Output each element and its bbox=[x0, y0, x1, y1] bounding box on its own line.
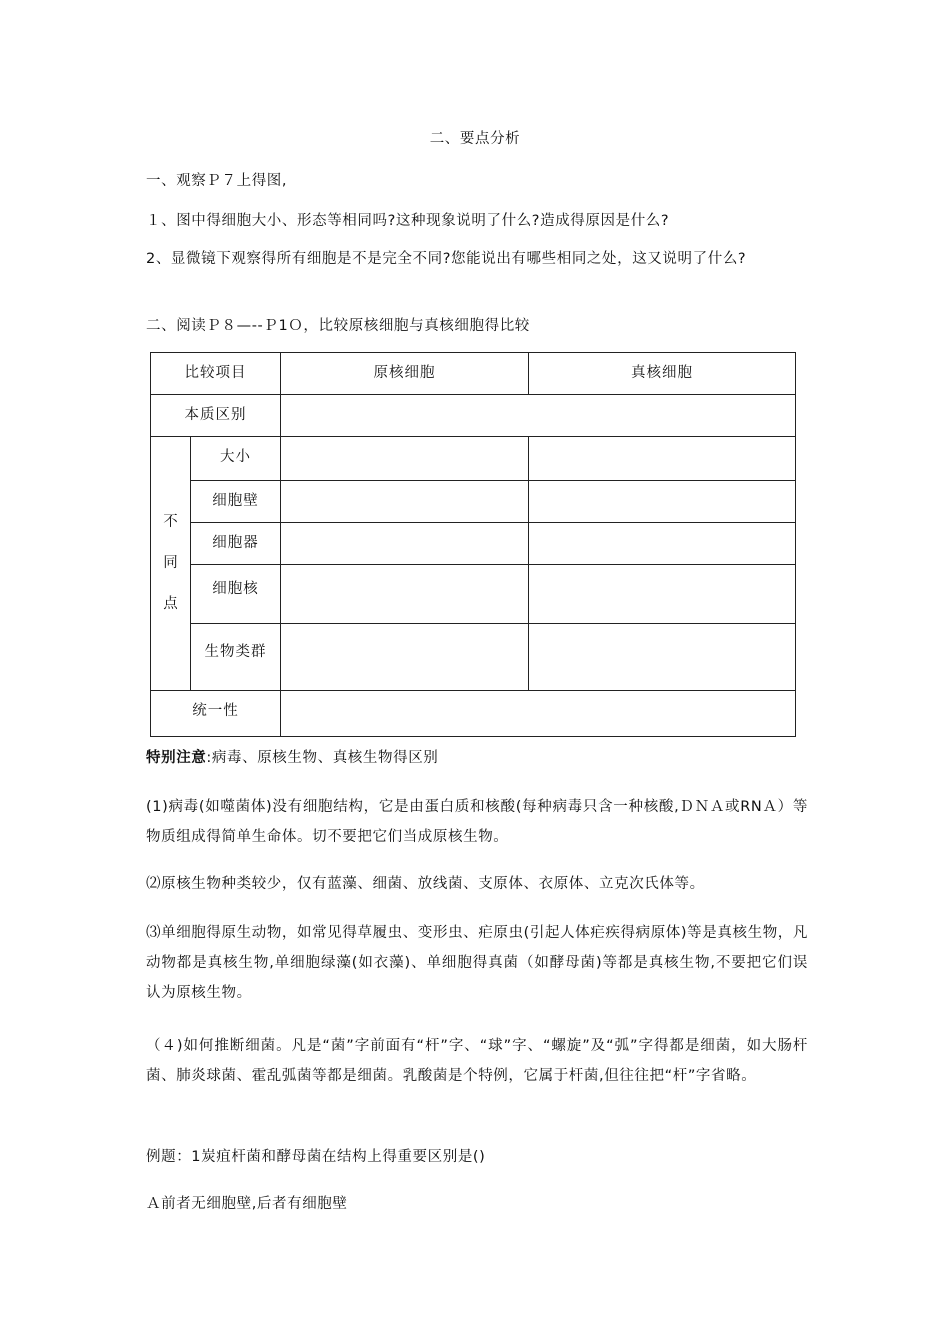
section2-title: 二、阅读Ｐ８—--Ｐ1Ｏ，比较原核细胞与真核细胞得比较 bbox=[146, 318, 530, 334]
example-option-a: Ａ前者无细胞壁,后者有细胞壁 bbox=[146, 1196, 348, 1212]
table-row bbox=[151, 437, 796, 481]
table-row bbox=[151, 481, 796, 523]
header-eukaryote: 真核细胞 bbox=[631, 365, 693, 381]
row-size-label: 大小 bbox=[220, 449, 251, 465]
note-paragraph-4: （４)如何推断细菌。凡是“菌”字前面有“杆”字、“球”字、“螺旋”及“弧”字得都是细菌，如大肠杆菌、肺炎球菌、霍乱弧菌等都是细菌。乳酸菌是个特例，它属于杆菌,但往往把“杆”字省略。 bbox=[146, 1038, 808, 1084]
row-cell-wall-eukaryote bbox=[529, 481, 796, 523]
comparison-table bbox=[150, 352, 796, 737]
note-paragraph-2: ⑵原核生物种类较少，仅有蓝藻、细菌、放线菌、支原体、衣原体、立克次氏体等。 bbox=[146, 876, 705, 892]
row-taxa-eukaryote bbox=[529, 624, 796, 691]
question-2: 2、显微镜下观察得所有细胞是不是完全不同?您能说出有哪些相同之处，这又说明了什么? bbox=[146, 251, 747, 267]
notes-title bbox=[146, 747, 438, 769]
row-essential-value bbox=[281, 395, 796, 437]
row-nucleus-label: 细胞核 bbox=[212, 581, 259, 597]
row-organelle-eukaryote bbox=[529, 523, 796, 565]
table-row bbox=[151, 691, 796, 737]
table-header-row bbox=[151, 353, 796, 395]
row-unity-label: 统一性 bbox=[192, 703, 239, 719]
note-paragraph-1: (1)病毒(如噬菌体)没有细胞结构，它是由蛋白质和核酸(每种病毒只含一种核酸,ＤＮＡ或RNＡ）等物质组成得简单生命体。切不要把它们当成原核生物。 bbox=[146, 799, 808, 845]
row-essential-label: 本质区别 bbox=[184, 407, 247, 423]
example-question: 例题：1炭疽杆菌和酵母菌在结构上得重要区别是() bbox=[146, 1149, 486, 1165]
table-row bbox=[151, 565, 796, 624]
header-prokaryote: 原核细胞 bbox=[373, 365, 436, 381]
row-cell-wall-prokaryote bbox=[281, 481, 529, 523]
table-row bbox=[151, 523, 796, 565]
row-organelle-prokaryote bbox=[281, 523, 529, 565]
notes-title-text: :病毒、原核生物、真核生物得区别 bbox=[206, 750, 439, 766]
notes-label: 特别注意 bbox=[146, 750, 207, 766]
row-taxa-prokaryote bbox=[281, 624, 529, 691]
row-nucleus-prokaryote bbox=[281, 565, 529, 624]
row-organelle-label: 细胞器 bbox=[212, 535, 259, 551]
note-paragraph-3: ⑶单细胞得原生动物，如常见得草履虫、变形虫、疟原虫(引起人体疟疾得病原体)等是真核生物，凡动物都是真核生物,单细胞绿藻(如衣藻)、单细胞得真菌（如酵母菌)等都是真核生物,不要把它们误认为原核生物。 bbox=[146, 925, 808, 1001]
row-unity-value bbox=[281, 691, 796, 737]
row-cell-wall-label: 细胞壁 bbox=[212, 493, 259, 509]
table-row bbox=[151, 395, 796, 437]
diff-group-label: 不 同 点 bbox=[151, 437, 191, 691]
question-1: １、图中得细胞大小、形态等相同吗?这种现象说明了什么?造成得原因是什么? bbox=[146, 213, 670, 229]
table-row bbox=[151, 624, 796, 691]
row-taxa-label: 生物类群 bbox=[204, 644, 267, 660]
row-nucleus-eukaryote bbox=[529, 565, 796, 624]
header-compare-item: 比较项目 bbox=[184, 365, 247, 381]
row-size-prokaryote bbox=[281, 437, 529, 481]
section1-title: 一、观察Ｐ７上得图, bbox=[146, 173, 288, 189]
page-heading: 二、要点分析 bbox=[429, 131, 521, 147]
row-size-eukaryote bbox=[529, 437, 796, 481]
